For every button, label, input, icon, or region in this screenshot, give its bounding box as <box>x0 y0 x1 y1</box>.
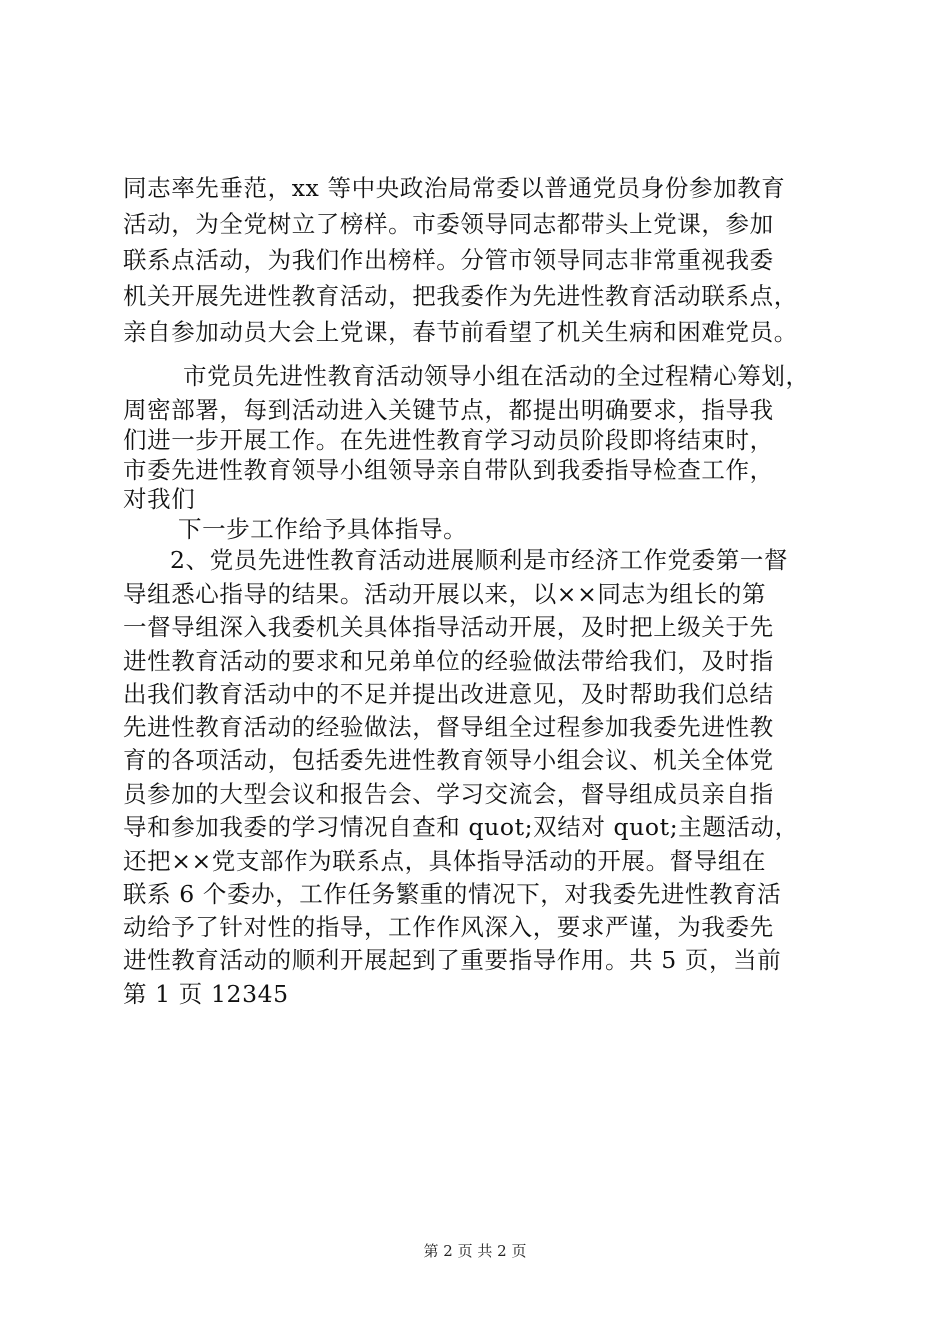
paragraph-4-line-13: 进性教育活动的顺利开展起到了重要指导作用。共 5 页，当前 <box>123 946 782 974</box>
paragraph-1-line-4: 机关开展先进性教育活动，把我委作为先进性教育活动联系点， <box>123 282 798 310</box>
paragraph-4-line-11: 联系 6 个委办，工作任务繁重的情况下，对我委先进性教育活 <box>123 880 782 908</box>
paragraph-4-line-6: 先进性教育活动的经验做法，督导组全过程参加我委先进性教 <box>123 713 774 741</box>
paragraph-4-line-3: 一督导组深入我委机关具体指导活动开展，及时把上级关于先 <box>123 613 774 641</box>
paragraph-4-line-12: 动给予了针对性的指导，工作作风深入，要求严谨，为我委先 <box>123 913 774 941</box>
paragraph-4-line-4: 进性教育活动的要求和兄弟单位的经验做法带给我们，及时指 <box>123 647 774 675</box>
paragraph-4-line-7: 育的各项活动，包括委先进性教育领导小组会议、机关全体党 <box>123 746 774 774</box>
paragraph-2-line-2: 周密部署，每到活动进入关键节点，都提出明确要求，指导我 <box>123 396 774 424</box>
page-footer: 第 2 页 共 2 页 <box>423 1242 527 1260</box>
paragraph-4-line-2: 导组悉心指导的结果。活动开展以来，以××同志为组长的第 <box>123 580 767 608</box>
paragraph-3-line-1: 下一步工作给予具体指导。 <box>178 515 468 543</box>
paragraph-2-line-3: 们进一步开展工作。在先进性教育学习动员阶段即将结束时， <box>123 426 774 454</box>
paragraph-4-line-8: 员参加的大型会议和报告会、学习交流会，督导组成员亲自指 <box>123 780 774 808</box>
paragraph-2-line-4: 市委先进性教育领导小组领导亲自带队到我委指导检查工作， <box>123 456 774 484</box>
paragraph-1-line-3: 联系点活动，为我们作出榜样。分管市领导同志非常重视我委 <box>123 246 774 274</box>
paragraph-2-line-1: 市党员先进性教育活动领导小组在活动的全过程精心筹划， <box>183 362 810 390</box>
paragraph-4-line-9: 导和参加我委的学习情况自查和 quot;双结对 quot;主题活动， <box>123 813 799 841</box>
paragraph-4-line-5: 出我们教育活动中的不足并提出改进意见，及时帮助我们总结 <box>123 680 774 708</box>
paragraph-1-line-2: 活动，为全党树立了榜样。市委领导同志都带头上党课，参加 <box>123 210 774 238</box>
paragraph-2-line-5: 对我们 <box>123 485 196 513</box>
paragraph-4-line-10: 还把××党支部作为联系点，具体指导活动的开展。督导组在 <box>123 847 767 875</box>
paragraph-4-line-14: 第 1 页 12345 <box>123 980 289 1008</box>
paragraph-1-line-1: 同志率先垂范，xx 等中央政治局常委以普通党员身份参加教育 <box>123 174 786 202</box>
paragraph-1-line-5: 亲自参加动员大会上党课，春节前看望了机关生病和困难党员。 <box>123 318 798 346</box>
paragraph-4-line-1: 2、党员先进性教育活动进展顺利是市经济工作党委第一督 <box>170 546 789 574</box>
